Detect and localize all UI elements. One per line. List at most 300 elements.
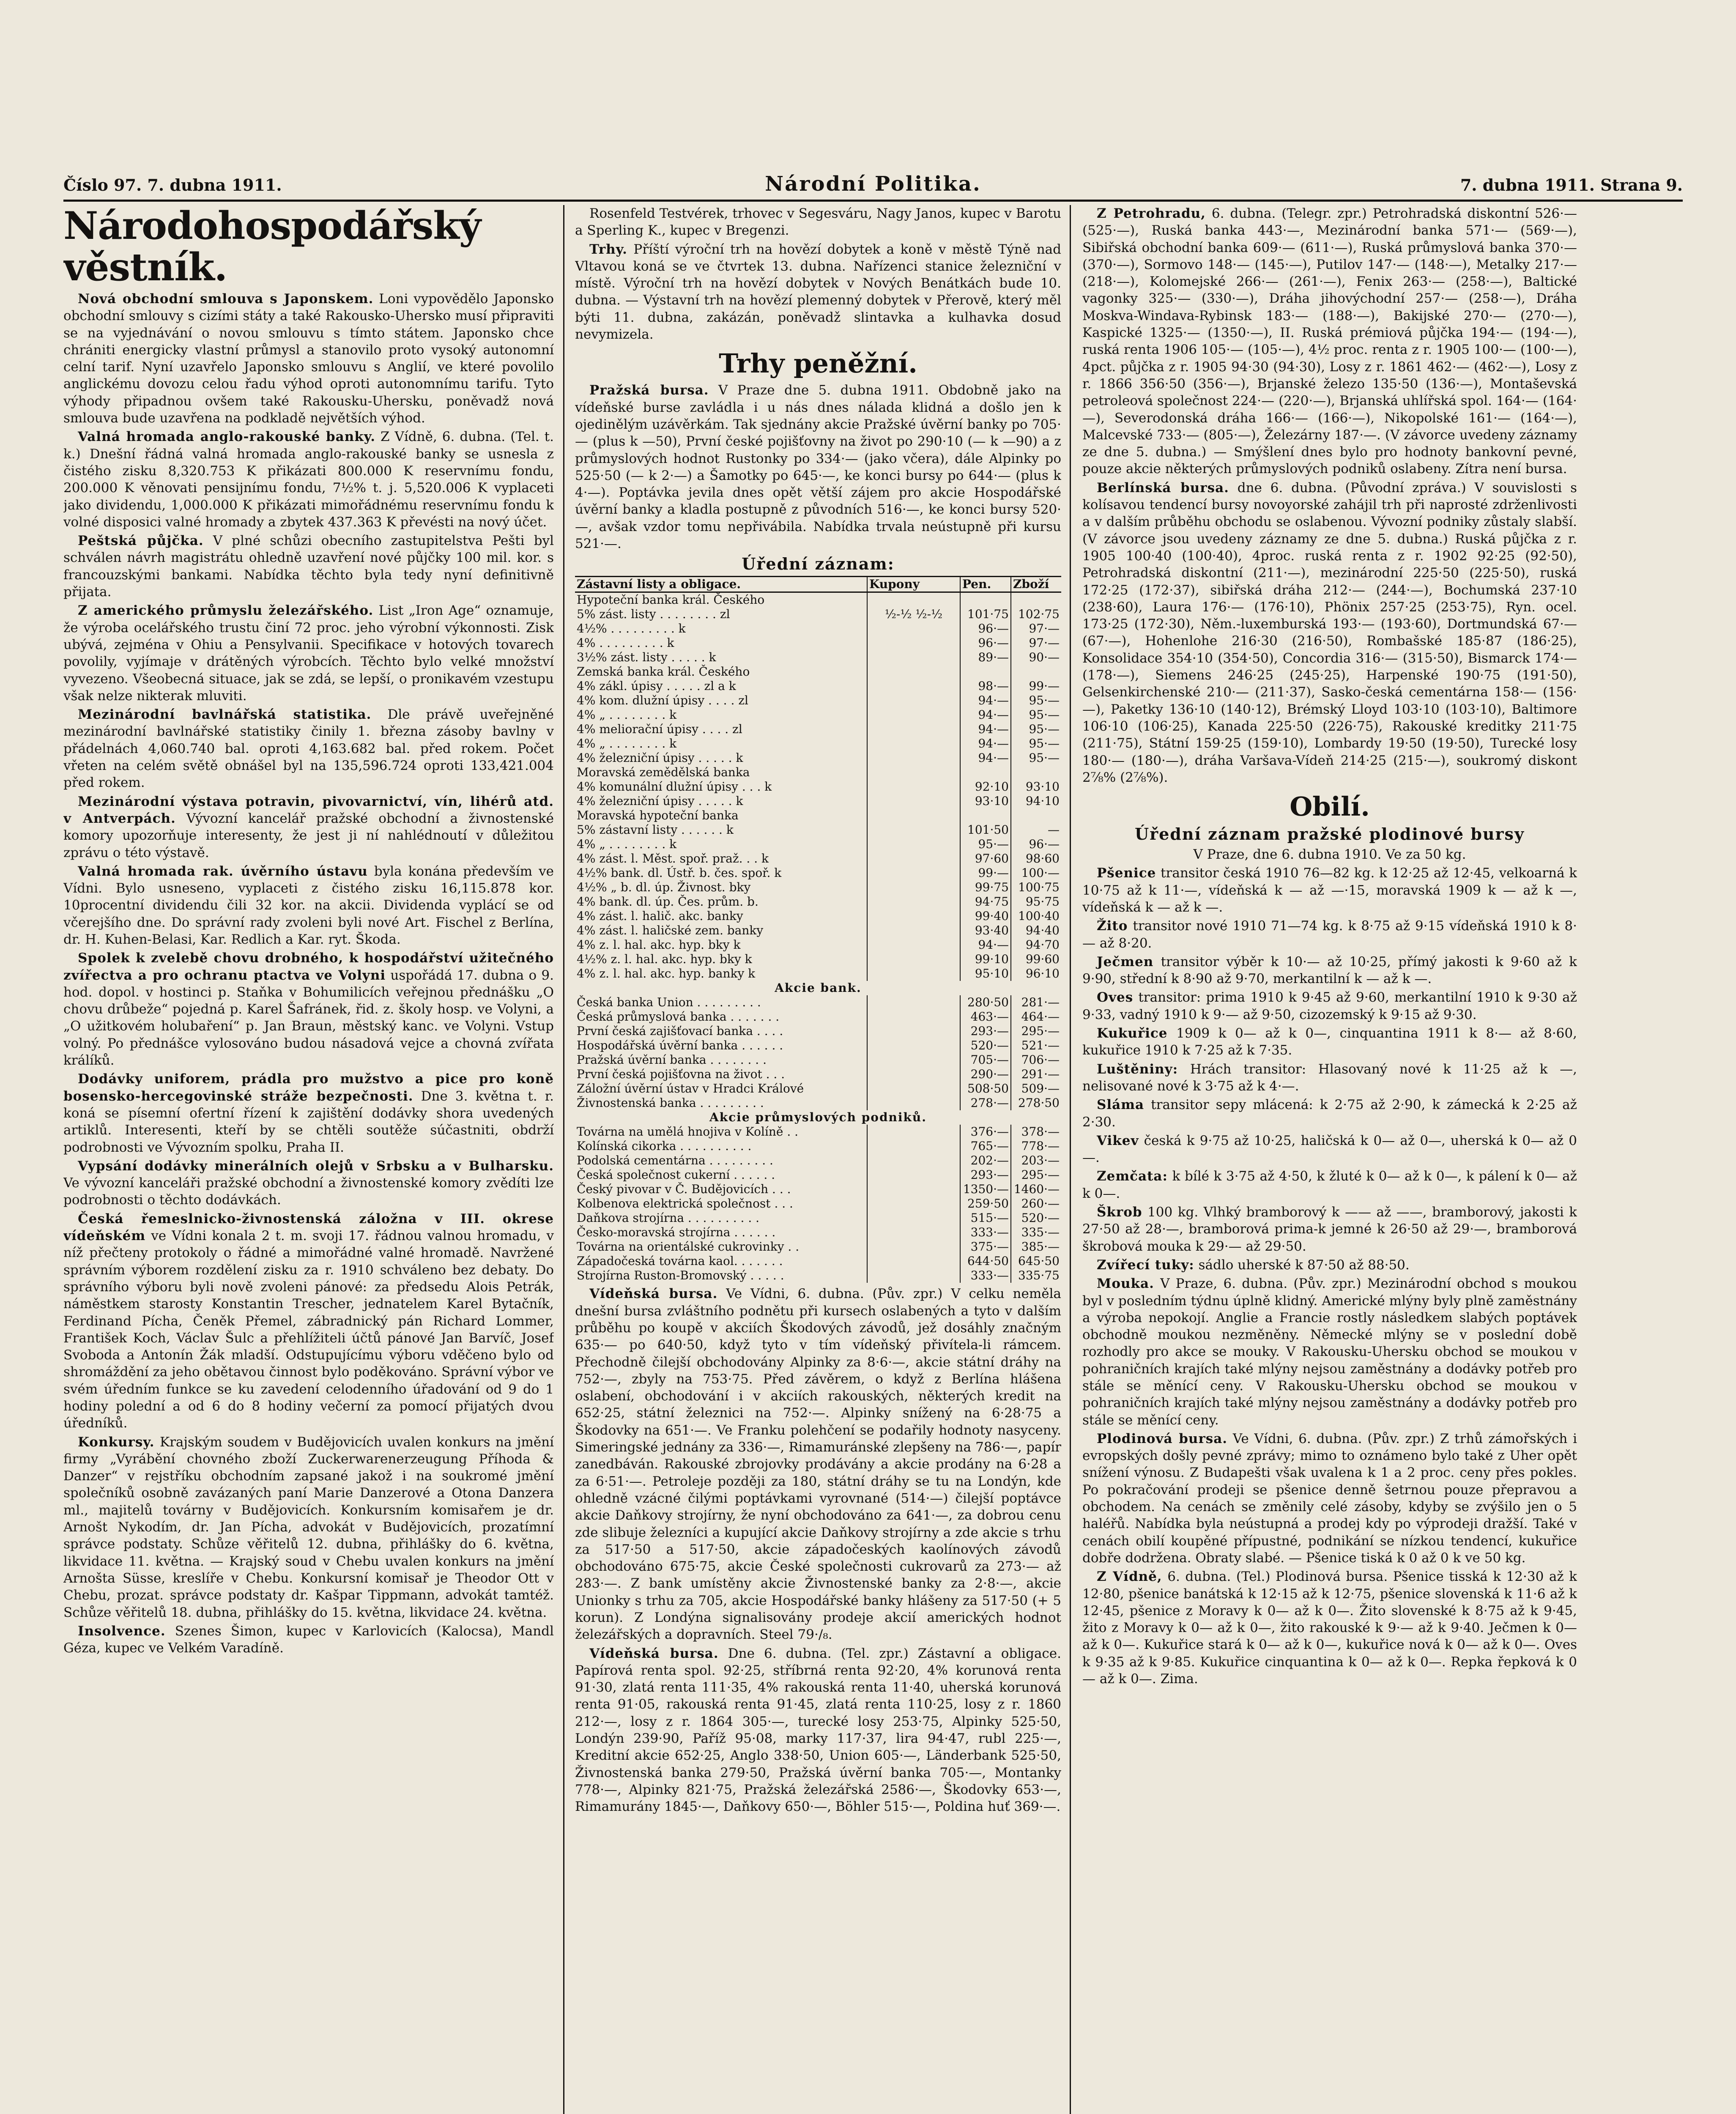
article-text: 6. dubna. (Telegr. zpr.) Petrohradská diskontní 526·— (525·—), Ruská banka 443·—, Mezinárodní banka 571·— (569·—), Sibiřská obchodní banka 609·— (611·—), Ruská průmyslová banka 370·— (370·—), Sormovo 148·— (145·—), Putilov 147·— (148·—), Metalky 217·— (218·—), Kolomejské 266·— (261·—), Fenix 263·— (258·—), Baltické vagonky 325·— (330·—), Dráha jihovýchodní 257·— (258·—), Dráha Moskva-Windava-Rybinsk 183·— (188·—), Bakijské 270·— (270·—), Kaspické 1325·— (1350·—), II. Ruská prémiová půjčka 194·— (194·—), ruská renta 1906 105·— (105·—), 4½ proc. renta z r. 1905 100·— (100·—), 4pct. půjčka z r. 1905 94·30 (94·30), Losy z r. 1861 462·— (462·—), Losy z r. 1866 356·50 (356·—), Brjanské železo 135·50 (136·—), Montaševská petroleová společnost 224·— (220·—), Brjanská uhlířská spol. 164·— (164·—), Severodonská dráha 166·— (166·—), Nikopolské 161·— (164·—), Malcevské 733·— (805·—), Železárny 187·—. (V závorce uvedeny záznamy ze dne 5. dubna.) — Smýšlení dnes bylo pro hodnoty bankovní pevné, pouze akcie některých průmyslových podniků oslabeny. Zítra není bursa.	[1082, 206, 1577, 477]
table-cell: 95·—	[1011, 722, 1061, 737]
article-heading: Berlínská bursa.	[1097, 480, 1229, 496]
article-heading: Kukuřice	[1097, 1026, 1168, 1041]
article-heading: Plodinová bursa.	[1097, 1431, 1228, 1446]
table-cell: 96·10	[1011, 967, 1061, 981]
column-divider	[563, 205, 564, 2114]
table-cell: 521·—	[1011, 1038, 1061, 1053]
article-heading: Sláma	[1097, 1097, 1145, 1113]
table-cell: 97·—	[1011, 622, 1061, 636]
table-cell: 93·10	[960, 794, 1011, 808]
table-cell: 4% „ . . . . . . . . k	[577, 708, 677, 722]
table-cell	[867, 1182, 960, 1197]
table-row	[575, 923, 1061, 938]
table-cell: 4% „ . . . . . . . . k	[577, 837, 677, 852]
table-cell: 463·—	[960, 1010, 1011, 1024]
article-heading: Peštská půjčka.	[78, 533, 204, 549]
table-cell	[867, 722, 960, 737]
table-cell	[867, 1254, 960, 1268]
table-cell: 259·50	[960, 1197, 1011, 1211]
table-cell: 508·50	[960, 1082, 1011, 1096]
table-cell: 98·—	[960, 679, 1011, 693]
table-cell	[867, 1010, 960, 1024]
table-row	[575, 622, 1061, 636]
table-row	[575, 1053, 1061, 1067]
table-cell	[960, 765, 1011, 780]
table-cell	[867, 837, 960, 852]
table-cell: 509·—	[1011, 1082, 1061, 1096]
article-text: Vývozní kancelář pražské obchodní a živnostenské komory upozorňuje interesenty, že jest ji ní nahlédnoutí v důležitou zprávu o této výstavě.	[63, 811, 554, 860]
header-rule	[63, 200, 1683, 202]
table-cell: 278·50	[1011, 1096, 1061, 1110]
table-cell	[867, 1125, 960, 1139]
article-text: Krajským soudem v Budějovicích uvalen konkurs na jmění firmy „Vyrábění chovného zboží Zuckerwarenerzeugung Příhoda & Danzer“ v rejstříku obchodním zapsané jakož i na soukromé jmění společníků osobně zavázaných paní Marie Danzerové a Otona Danzera ml., majitelů továrny v Budějovicích. Konkursním komisařem je dr. Arnošt Nykodím, dr. Jan Pícha, advokát v Budějovicích, prozatímní správce podstaty. Schůze věřitelů 12. dubna, přihlášky do 6. května, likvidace 11. května. — Krajský soud v Chebu uvalen konkurs na jmění Arnošta Süsse, kreslíře v Chebu. Konkursní komisař je Theodor Ott v Chebu, prozat. správce podstaty dr. Kašpar Tippmann, advokát tamtéž. Schůze věřitelů 18. dubna, přihlášky do 15. května, likvidace 24. května.	[63, 1434, 554, 1620]
table-row	[575, 938, 1061, 952]
table-row	[575, 751, 1061, 765]
table-cell	[867, 1168, 960, 1182]
table-cell: 1460·—	[1011, 1182, 1061, 1197]
table-cell	[867, 1153, 960, 1168]
table-cell: 4% zást. l. halič. akc. banky	[577, 909, 743, 923]
table-cell: 280·50	[960, 995, 1011, 1010]
table-cell: 645·50	[1011, 1254, 1061, 1268]
article-paragraph	[575, 1645, 1061, 1816]
table-cell: 94·—	[960, 693, 1011, 708]
table-cell: 290·—	[960, 1067, 1011, 1082]
article-list	[1082, 865, 1577, 1687]
table-cell: Zemská banka král. Českého	[577, 665, 750, 679]
table-cell: 333·—	[960, 1225, 1011, 1240]
table-cell	[867, 636, 960, 650]
table-row	[575, 765, 1061, 780]
table-cell: 93·10	[1011, 780, 1061, 794]
table-cell: 4% kom. dlužní úpisy . . . . zl	[577, 693, 748, 708]
table-row	[575, 693, 1061, 708]
quotes-table	[575, 576, 1061, 1283]
table-cell: 92·10	[960, 780, 1011, 794]
table-row	[575, 1254, 1061, 1268]
article-paragraph	[63, 950, 554, 1069]
article-paragraph	[1082, 865, 1577, 916]
article-paragraph	[1082, 953, 1577, 988]
article-text: transitor: prima 1910 k 9·45 až 9·60, merkantilní 1910 k 9·30 až 9·33, vadný 1910 k 9·— až 9·50, cizozemský k 9·15 až 9·30.	[1082, 990, 1577, 1022]
table-cell	[960, 592, 1011, 608]
article-text: Dne 3. května t. r. koná se písemní ofertní řízení k zajištění dodávky shora uvedených artiklů. Interesenti, kteří by se chtěli soutěže súčastniti, obdrží podrobnosti ve Vývozním spolku, Praha II.	[63, 1088, 554, 1155]
table-cell: 98·60	[1011, 852, 1061, 866]
article-heading: Česká řemeslnicko-živnostenská záložna v III. okrese vídeňském	[63, 1211, 554, 1244]
article-heading: Z Petrohradu,	[1097, 206, 1206, 221]
table-cell: Hospodářská úvěrní banka . . . . . .	[577, 1038, 783, 1053]
table-cell: Česko-moravská strojírna . . . . . .	[577, 1225, 776, 1240]
table-cell: 94·—	[960, 722, 1011, 737]
table-cell	[867, 1067, 960, 1082]
table-cell: 3½% zást. listy . . . . . k	[577, 650, 716, 665]
article-heading: Nová obchodní smlouva s Japonskem.	[78, 291, 374, 307]
table-cell	[867, 995, 960, 1010]
article-heading: Luštěniny:	[1097, 1061, 1178, 1077]
article-heading: Mezinárodní výstava potravin, pivovarnictví, vín, lihérů atd. v Antverpách.	[63, 794, 554, 826]
article-paragraph	[1082, 1430, 1577, 1566]
table-cell: 99·—	[1011, 679, 1061, 693]
table-cell: 93·40	[960, 923, 1011, 938]
table-cell: 4% zákl. úpisy . . . . . zl a k	[577, 679, 736, 693]
article-text: Hrách transitor: Hlasovaný nové k 11·25 až k —, nelisované nové k 3·75 až k 4·—.	[1082, 1061, 1577, 1094]
table-cell: Hypoteční banka král. Českého	[577, 593, 765, 607]
table-cell	[867, 923, 960, 938]
article-text: Příští výroční trh na hovězí dobytek a koně v městě Týně nad Vltavou koná se ve čtvrtek 13. dubna. Nařízenci stanice železniční v místě. Výroční trh na hovězí dobytek v Nových Benátkách bude 10. dubna. — Výstavní trh na hovězí plemenný dobytek v Přerově, který měl býti 11. dubna, zakázán, poněvadž slintavka a kulhavka dosud nevymizela.	[575, 241, 1061, 342]
table-cell: 203·—	[1011, 1153, 1061, 1168]
table-cell	[960, 665, 1011, 679]
article-paragraph	[575, 205, 1061, 239]
table-cell	[867, 938, 960, 952]
table-row	[575, 737, 1061, 751]
table-cell: 4½% bank. dl. Ústř. b. čes. spoř. k	[577, 866, 782, 880]
article-heading: Zvířecí tuky:	[1097, 1257, 1194, 1273]
table-cell: Strojírna Ruston-Bromovský . . . . .	[577, 1268, 784, 1283]
article-paragraph	[63, 1623, 554, 1657]
table-cell: 765·—	[960, 1139, 1011, 1153]
article-heading: Z amerického průmyslu železářského.	[78, 603, 374, 619]
article-text: List „Iron Age“ oznamuje, že výroba ocelářského trustu činí 72 proc. jeho výrobní výkonnosti. Zisk ubývá, zejména v Ohiu a Pensylvanii. Specifikace v hotových tovarech povolily, vyjímaje v drátěných výrobcích. Těchto bylo velké množství vyvezeno. Všeobecná situace, jak se zdá, se lepší, o pronikavém vzestupu však nelze nikterak mluviti.	[63, 603, 554, 704]
table-header: Pen.	[960, 577, 1011, 592]
table-cell: 101·75	[960, 607, 1011, 622]
article-paragraph	[1082, 1132, 1577, 1167]
table-header: Kupony	[867, 577, 960, 592]
article-paragraph	[63, 1071, 554, 1156]
table-cell: 94·70	[1011, 938, 1061, 952]
article-text: Szenes Šimon, kupec v Karlovicích (Kalocsa), Mandl Géza, kupec ve Velkém Varadíně.	[63, 1623, 554, 1656]
table-cell	[867, 1268, 960, 1283]
table-cell: 520·—	[1011, 1211, 1061, 1225]
table-cell: 4% bank. dl. úp. Čes. prům. b.	[577, 895, 758, 909]
table-cell	[867, 780, 960, 794]
table-cell: 335·—	[1011, 1225, 1061, 1240]
table-cell: 95·—	[960, 837, 1011, 852]
table-cell: 705·—	[960, 1053, 1011, 1067]
table-cell: 260·—	[1011, 1197, 1061, 1211]
table-cell	[867, 1225, 960, 1240]
table-row	[575, 722, 1061, 737]
table-cell: Česká průmyslová banka . . . . . . .	[577, 1010, 780, 1024]
table-cell: 385·—	[1011, 1240, 1061, 1254]
table-cell	[867, 895, 960, 909]
table-cell: 520·—	[960, 1038, 1011, 1053]
table-cell: 335·75	[1011, 1268, 1061, 1283]
article-text: Ve Vídni, 6. dubna. (Pův. zpr.) Z trhů zámořských i evropských došly pevné zprávy; mimo to oznámeno bylo také z Uher opět snížení výnosu. Z Budapešti však uvalena k 1 a 2 proc. ceny přes pokles. Po pokračování prodeji se pšenice denně šetrnou pouze přepravou a obchodem. Na cenách se změnily celé zásoby, kdyby se zvýšilo jen o 5 haléřů. Nabídka byla neústupná a prodej kdy po výprodeji dražší. Také v cenách obilí koupěné přípustné, podnikání se nízkou tendencí, kukuřice dobře dodržena. Obraty slabé. — Pšenice tiská k 0 až 0 k ve 50 kg.	[1082, 1431, 1577, 1566]
article-text: 100 kg. Vlhký bramborový k —— až ——, bramborový, jakosti k 27·50 až 28·—, bramborová prima-k jemné k 26·50 až 29·—, bramborová škrobová mouka k 29·— až 29·50.	[1082, 1205, 1577, 1254]
article-paragraph	[1082, 1025, 1577, 1059]
table-cell: 293·—	[960, 1168, 1011, 1182]
article-text: Ve Vídni, 6. dubna. (Pův. zpr.) V celku neměla dnešní bursa zvláštního podnětu při kursech oslabených a tyto v dalším průběhu po koupě v akciích Škodových závodů, jež dosáhly značným 635·— po 640·50, když tyto v tím vídeňský přivítela-li rámcem. Přechodně čilejší obchodovány Alpinky za 8·6·—, akcie státní dráhy na 752·—, zbyly na 753·75. Před závěrem, o když z Berlína hlášena oslabení, obchodování i v akciích rakouských, některých kredit na 652·25, státní železnici na 752·—. Alpinky snížený na 6·28·75 a Škodovky na 651·—. Ve Franku polehčení se podařily hodnoty nasyceny. Simeringské jednány za 336·—, Rimamuránské zlepšeny na 786·—, papír zanedbáván. Rakouské zbrojovky prodávány a akcie prodány na 6·28 a za 6·51·—. Petroleje později za 180, státní dráhy se tu na Londýn, kde ohledně vzácné čilými poptávkami vyrovnané (514·—) čilejší poptávce akcie Daňkovy strojírny, že nyní obchodováno za 641·—, za dobrou cenu zde slibuje železníci a kupující akcie Daňkovy strojírny a zde akcie s trhu za 517·50 a 517·50, akcie západočeských kaolínových závodů obchodováno 675·75, akcie České společnosti cukrovarů za 273·— až 283·—. Z bank umístěny akcie Živnostenské banky za 2·8·—, akcie Unionky s trhu za 705, akcie Hospodářské banky hlášeny za 517·50 (+ 5 korun). Z Londýna signalisovány prodeje akcií amerických hodnot železářských a dopravních. Steel 79·/₈.	[575, 1286, 1061, 1643]
table-cell: První česká pojišťovna na život . . .	[577, 1067, 785, 1082]
table-cell: 99·40	[960, 909, 1011, 923]
table-cell	[867, 952, 960, 967]
table-cell: 94·—	[960, 737, 1011, 751]
article-text: Dne 6. dubna. (Tel. zpr.) Zástavní a obligace. Papírová renta spol. 92·25, stříbrná renta 92·20, 4% korunová renta 91·30, zlatá renta 111·35, 4% rakouská renta 11·40, uherská korunová renta 91·05, rakouská renta 91·45, zlatá renta 110·25, losy z r. 1860 212·—, losy z r. 1864 305·—, turecké losy 253·75, Alpinky 525·50, Londýn 239·90, Paříž 95·08, marky 117·37, lira 94·47, rubl 225·—, Kreditní akcie 652·25, Anglo 338·50, Union 605·—, Länderbank 525·50, Živnostenská banka 279·50, Pražská úvěrní banka 705·—, Montanky 778·—, Alpinky 821·75, Pražská železářská 2586·—, Škodovky 653·—, Rimamurány 1845·—, Daňkovy 650·—, Böhler 515·—, Poldina huť 369·—.	[575, 1646, 1061, 1815]
table-cell: 94·—	[960, 751, 1011, 765]
table-row	[575, 780, 1061, 794]
table-cell	[1011, 765, 1061, 780]
table-cell: 5% zást. listy . . . . . . . . zl	[577, 607, 730, 622]
table-cell	[867, 823, 960, 837]
article-text: 6. dubna. (Tel.) Plodinová bursa. Pšenice tisská k 12·30 až k 12·80, pšenice banátská k 12·15 až k 12·75, pšenice slovenská k 11·6 až k 12·45, pšenice z Moravy k 0— až k 0—. Žito slovenské k 8·75 až k 9·45, žito z Moravy k 0— až k 0—, žito rakouské k 9·— až k 9·40. Ječmen k 0— až k 0—. Kukuřice stará k 0— až k 0—, kukuřice nová k 0— až k 0—. Oves k 9·35 až k 9·85. Kukuřice cinquantina k 0— až k 0—. Repka řepková k 0— až k 0—. Zima.	[1082, 1569, 1577, 1687]
table-row	[575, 1182, 1061, 1197]
article-heading: Vikev	[1097, 1133, 1139, 1148]
article-list	[575, 382, 1061, 552]
table-cell: 376·—	[960, 1125, 1011, 1139]
table-cell: 95·75	[1011, 895, 1061, 909]
article-paragraph	[1082, 205, 1577, 478]
table-header: Zboží	[1011, 577, 1061, 592]
article-heading: Oves	[1097, 990, 1134, 1005]
table-cell: Kolbenova elektrická společnost . . .	[577, 1197, 793, 1211]
table-cell: Moravská zemědělská banka	[577, 765, 750, 780]
table-row	[575, 1153, 1061, 1168]
column-1	[63, 205, 554, 2114]
table-cell: 100·75	[1011, 880, 1061, 895]
table-cell: 378·—	[1011, 1125, 1061, 1139]
table-group-row	[575, 981, 1061, 995]
article-heading: Vídeňská bursa.	[589, 1286, 718, 1302]
article-paragraph	[63, 1434, 554, 1621]
table-cell: —	[1011, 823, 1061, 837]
table-cell	[867, 1082, 960, 1096]
article-list	[575, 1285, 1061, 1815]
page-info: 7. dubna 1911. Strana 9.	[1460, 175, 1683, 194]
article-heading: Konkursy.	[78, 1434, 155, 1450]
article-list	[1082, 205, 1577, 786]
table-cell: 644·50	[960, 1254, 1011, 1268]
article-heading: Pšenice	[1097, 865, 1156, 881]
article-text: Z Vídně, 6. dubna. (Tel. t. k.) Dnešní řádná valná hromada anglo-rakouské banky se usnesla z čistého zisku 8,320.753 K přikázati 800.000 K reservnímu fondu, 200.000 K věnovati pensijnímu fondu, 7½% t. j. 5,520.006 K vyplaceti jako dividendu, 1,000.000 K přikázati mimořádnému reservnímu fondu k volné disposici valné hromady a zbytek 437.363 K převésti na nový účet.	[63, 429, 554, 530]
table-cell: 4% . . . . . . . . . k	[577, 636, 674, 650]
table-cell: 94·10	[1011, 794, 1061, 808]
article-heading: Mouka.	[1097, 1276, 1154, 1292]
table-cell	[867, 1240, 960, 1254]
table-row	[575, 665, 1061, 679]
table-cell	[867, 1053, 960, 1067]
table-row	[575, 895, 1061, 909]
article-paragraph	[63, 428, 554, 531]
table-cell: 295·—	[1011, 1168, 1061, 1182]
table-cell	[867, 1096, 960, 1110]
table-cell: 95·—	[1011, 737, 1061, 751]
table-cell: Podolská cementárna . . . . . . . . .	[577, 1153, 773, 1168]
table-cell: Česká banka Union . . . . . . . . .	[577, 995, 761, 1010]
table-cell	[867, 794, 960, 808]
article-text: transitor sepy mlácená: k 2·75 až 2·90, k zámecká k 2·25 až 2·30.	[1082, 1097, 1577, 1130]
table-cell: 464·—	[1011, 1010, 1061, 1024]
table-cell: 778·—	[1011, 1139, 1061, 1153]
table-row	[575, 636, 1061, 650]
table-row	[575, 866, 1061, 880]
table-header: Zástavní listy a obligace.	[575, 577, 867, 592]
article-text: V Praze, 6. dubna. (Pův. zpr.) Mezinárodní obchod s moukou byl v posledním týdnu úplně klidný. Americké mlýny byly plně zaměstnány a výroba nepokojí. Anglie a Francie rostly následkem slabých poptávek obchodně moukou nezměněny. Německé mlýny se v poslední době rozhodly pro akce se mouky. V Rakousku-Uhersku obchod se moukou v pohraničních krajích také mlýny nejsou zaměstnány a dodávky potřeb pro stále se měnící ceny. V Rakousku-Uhersku obchod se moukou v pohraničních krajích také mlýny nejsou zaměstnány a dodávky potřeb pro stále se měnící ceny.	[1082, 1276, 1577, 1428]
table-row	[575, 592, 1061, 608]
article-text: transitor nové 1910 71—74 kg. k 8·75 až 9·15 vídeňská 1910 k 8·— až 8·20.	[1082, 918, 1577, 951]
table-cell	[867, 679, 960, 693]
table-cell: 291·—	[1011, 1067, 1061, 1082]
article-paragraph	[575, 241, 1061, 343]
table-cell: 100·—	[1011, 866, 1061, 880]
table-cell: ½-½ ½-½	[867, 607, 960, 622]
table-row	[575, 808, 1061, 823]
article-list	[575, 205, 1061, 343]
table-cell	[867, 737, 960, 751]
table-cell: 278·—	[960, 1096, 1011, 1110]
table-cell: 515·—	[960, 1211, 1011, 1225]
table-cell: Moravská hypoteční banka	[577, 808, 739, 823]
article-paragraph	[1082, 1168, 1577, 1202]
table-row	[575, 837, 1061, 852]
article-paragraph	[1082, 479, 1577, 786]
table-cell: 4% železniční úpisy . . . . . k	[577, 751, 743, 765]
table-cell	[867, 650, 960, 665]
article-text: V Praze dne 5. dubna 1911. Obdobně jako na vídeňské burse zavládla i u nás dnes nálada klidná a došlo jen k ojedinělým uzávěrkám. Tak sjednány akcie Pražské úvěrní banky po 705·— (plus k —50), První české pojišťovny na život po 290·10 (— k —90) a z průmyslových hodnot Rustonky po 334·— (jako včera), dále Alpinky po 525·50 (— k 2·—) a Šamotky po 645·—, ke konci bursy po 644·— (plus k 4·—). Poptávka jevila dnes opět větší zájem pro akcie Hospodářské úvěrní banky a kladla postupně z původních 516·—, ke konci bursy 520·—, avšak vzdor tomu nepřivábila. Nabídka trvala neústupně při kursu 521·—.	[575, 383, 1061, 552]
column-3	[1082, 205, 1577, 2114]
table-cell: 97·60	[960, 852, 1011, 866]
article-paragraph	[1082, 917, 1577, 952]
table-cell: 101·50	[960, 823, 1011, 837]
table-cell: 96·—	[960, 636, 1011, 650]
table-cell	[867, 708, 960, 722]
table-cell: Továrna na orientálské cukrovinky . .	[577, 1240, 800, 1254]
article-paragraph	[1082, 1096, 1577, 1131]
money-markets-title: Trhy peněžní.	[719, 348, 917, 379]
table-cell: Živnostenská banka . . . . . . . . .	[577, 1096, 764, 1110]
table-group-label: Akcie průmyslových podniků.	[709, 1110, 927, 1125]
table-cell: 4% meliorační úpisy . . . . zl	[577, 722, 742, 737]
table-cell: 4% železniční úpisy . . . . . k	[577, 794, 743, 808]
article-text: uspořádá 17. dubna o 9. hod. dopol. v hostinci p. Staňka v Bohumilicích veřejnou přednášku „O chovu drůbeže“ pojedná p. Karel Šafránek, řid. z. školy hosp. ve Volyni, a „O užitkovém holubaření“ p. Jan Braun, městský kanc. ve Volyni. Vstup volný. Po přednášce vylosováno budou násadová vejce a chovná zvířata králíků.	[63, 967, 554, 1068]
article-text: Dle právě uveřejněné mezinárodní bavlnářské statistiky činily 1. března zásoby bavlny v přádelnách 4,060.740 bal. oproti 4,163.682 bal. před rokem. Počet vřeten na celém světě obnášel byl na 135,596.724 oproti 133,421.004 před rokem.	[63, 707, 554, 791]
table-cell	[867, 765, 960, 780]
article-text: sádlo uherské k 87·50 až 88·50.	[1198, 1257, 1410, 1273]
table-cell	[867, 1197, 960, 1211]
column-2	[575, 205, 1061, 2114]
table-cell: 4½% z. l. hal. akc. hyp. bky k	[577, 952, 752, 967]
table-row	[575, 1225, 1061, 1240]
table-cell	[867, 665, 960, 679]
table-row	[575, 880, 1061, 895]
table-cell	[867, 808, 960, 823]
table-row	[575, 1096, 1061, 1110]
article-heading: Vídeňská bursa.	[589, 1646, 719, 1661]
table-cell: 95·—	[1011, 751, 1061, 765]
table-cell: Západočeská továrna kaol. . . . . . .	[577, 1254, 783, 1268]
article-heading: Vypsání dodávky minerálních olejů v Srbsku a v Bulharsku.	[78, 1158, 554, 1174]
table-row	[575, 1139, 1061, 1153]
article-text: transitor česká 1910 76—82 kg. k 12·25 až 12·45, velkoarná k 10·75 až k 11·—, vídeňská k — až —·15, moravská 1909 k — až k —, vídeňská k — až k —.	[1082, 865, 1577, 915]
grain-section-title: Obilí.	[1290, 791, 1370, 822]
table-cell: 4% z. l. hal. akc. hyp. banky k	[577, 967, 756, 981]
page-header	[63, 167, 1683, 197]
table-cell	[1011, 592, 1061, 608]
table-cell	[867, 1038, 960, 1053]
table-cell	[867, 967, 960, 981]
table-cell: Česká společnost cukerní . . . . . .	[577, 1168, 775, 1182]
table-cell: 4½% . . . . . . . . . k	[577, 622, 686, 636]
table-row	[575, 1197, 1061, 1211]
table-row	[575, 1168, 1061, 1182]
issue-info: Číslo 97. 7. dubna 1911.	[63, 175, 282, 194]
article-text: Ve vývozní kanceláři pražské obchodní a živnostenské komory zvědíti lze podrobnosti o těchto dodávkách.	[63, 1175, 554, 1208]
article-heading: Škrob	[1097, 1205, 1142, 1220]
table-row	[575, 650, 1061, 665]
table-cell: 94·—	[960, 708, 1011, 722]
table-row	[575, 852, 1061, 866]
table-row	[575, 952, 1061, 967]
table-row	[575, 679, 1061, 693]
article-text: česká k 9·75 až 10·25, haličská k 0— až 0—, uherská k 0— až 0—.	[1082, 1133, 1577, 1166]
table-cell: 94·40	[1011, 923, 1061, 938]
table-row	[575, 823, 1061, 837]
article-paragraph	[1082, 1275, 1577, 1429]
official-record-title: Úřední záznam:	[742, 554, 895, 574]
table-cell: 96·—	[1011, 837, 1061, 852]
article-heading: Mezinárodní bavlnářská statistika.	[78, 707, 372, 723]
table-cell: 5% zástavní listy . . . . . . k	[577, 823, 734, 837]
article-text: Loni vypovědělo Japonsko obchodní smlouvy s cizími státy a také Rakousko-Uhersko musí připraviti se na vyjednávání o novou smlouvu s tímto státem. Japonsko chce chrániti energicky vlastní průmysl a stanovilo proto vysoký autonomní celní tarif. Nyní uzavřelo Japonsko smlouvu s Anglií, ve které povolilo anglickému dovozu celou řadu výhod oproti autonomnímu tarifu. Tyto výhody připadnou ovšem také Rakousku-Uhersku, poněvadž nová smlouva bude uzavřena na podkladě největších výhod.	[63, 291, 554, 426]
article-paragraph	[575, 1285, 1061, 1643]
table-cell: 95·—	[1011, 708, 1061, 722]
table-cell: 96·—	[960, 622, 1011, 636]
article-paragraph	[63, 706, 554, 791]
official-record-subtitle: V Praze, dne 6. dubna 1910. Ve za 50 kg.	[1193, 847, 1466, 863]
table-row	[575, 794, 1061, 808]
table-row	[575, 1240, 1061, 1254]
table-cell: Pražská úvěrní banka . . . . . . . .	[577, 1053, 767, 1067]
article-paragraph	[63, 290, 554, 427]
table-cell: Český pivovar v Č. Budějovicích . . .	[577, 1182, 791, 1197]
table-cell: 99·60	[1011, 952, 1061, 967]
article-paragraph	[1082, 1061, 1577, 1095]
table-cell	[867, 693, 960, 708]
table-group-row	[575, 1110, 1061, 1125]
table-cell	[867, 622, 960, 636]
article-paragraph	[1082, 1568, 1577, 1687]
table-cell: 94·—	[960, 938, 1011, 952]
article-heading: Valná hromada rak. úvěrního ústavu	[78, 863, 368, 879]
table-cell	[1011, 665, 1061, 679]
column-divider	[1070, 205, 1071, 2114]
table-cell: 375·—	[960, 1240, 1011, 1254]
table-cell: 99·75	[960, 880, 1011, 895]
table-cell	[867, 1139, 960, 1153]
article-paragraph	[1082, 1204, 1577, 1255]
table-row	[575, 967, 1061, 981]
table-cell: 4% „ . . . . . . . . k	[577, 737, 677, 751]
article-paragraph	[63, 602, 554, 704]
table-cell: 100·40	[1011, 909, 1061, 923]
table-cell: Záložní úvěrní ústav v Hradci Králové	[577, 1082, 804, 1096]
table-cell	[1011, 808, 1061, 823]
table-cell	[867, 866, 960, 880]
article-heading: Dodávky uniforem, prádla pro mužstvo a pice pro koně bosensko-hercegovinské stráže bezpečnosti.	[63, 1071, 554, 1104]
article-heading: Žito	[1097, 918, 1128, 934]
table-cell: 281·—	[1011, 995, 1061, 1010]
article-text: 1909 k 0— až k 0—, cinquantina 1911 k 8·— až 8·60, kukuřice 1910 k 7·25 až k 7·35.	[1082, 1026, 1577, 1058]
table-cell: Továrna na umělá hnojiva v Kolíně . .	[577, 1125, 799, 1139]
table-cell: 94·75	[960, 895, 1011, 909]
table-cell: 293·—	[960, 1024, 1011, 1038]
table-cell	[867, 880, 960, 895]
article-heading: Valná hromada anglo-rakouské banky.	[78, 429, 376, 445]
table-row	[575, 1082, 1061, 1096]
table-row	[575, 1125, 1061, 1139]
article-heading: Pražská bursa.	[589, 383, 709, 398]
article-paragraph	[63, 532, 554, 600]
newspaper-title: Národní Politika.	[765, 172, 981, 196]
